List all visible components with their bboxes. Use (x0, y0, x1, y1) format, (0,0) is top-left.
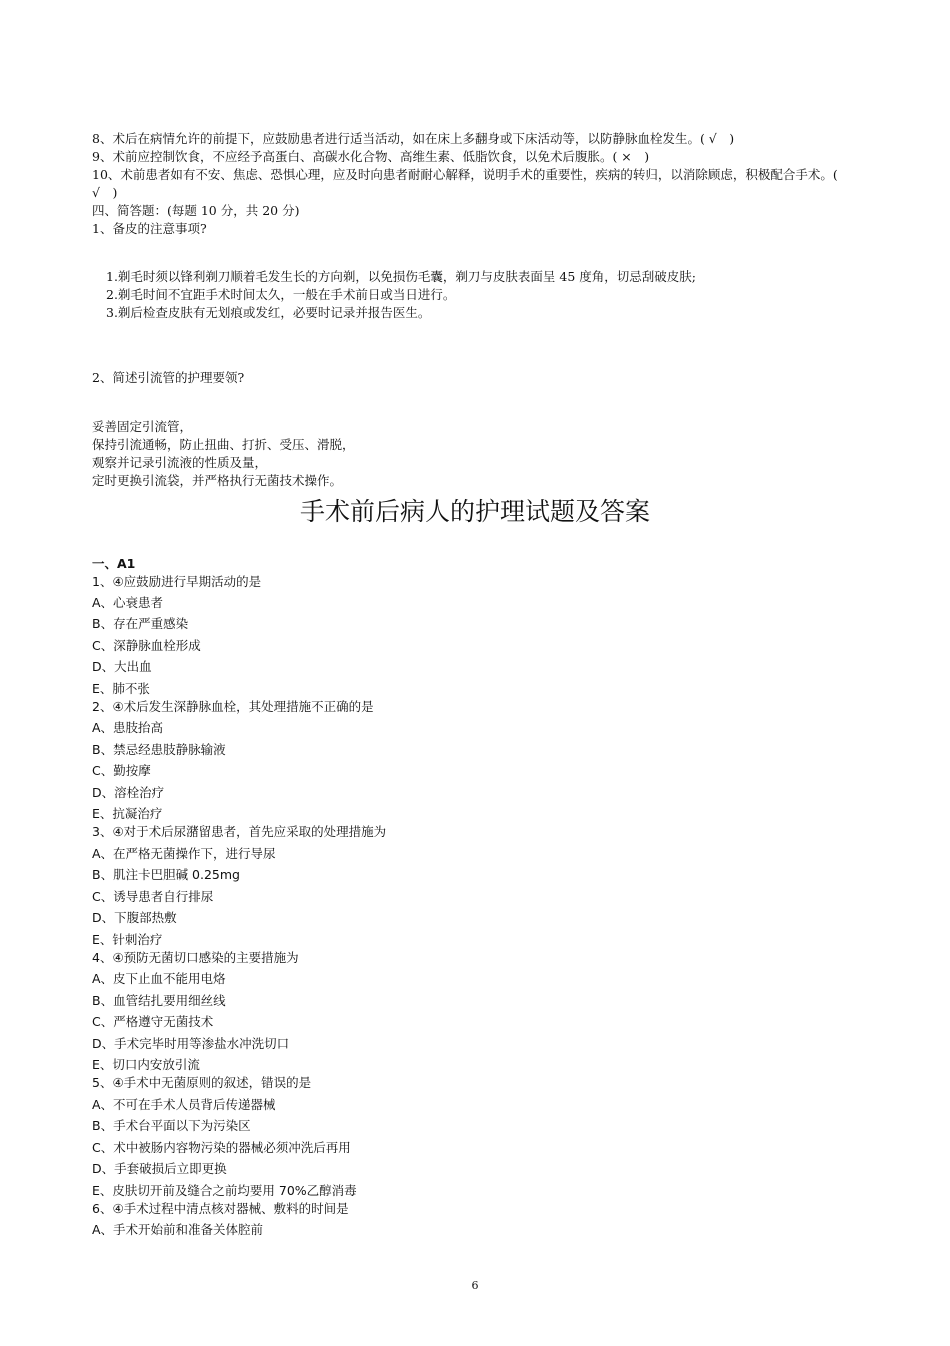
judgement-item-8: 8、术后在病情允许的前提下，应鼓励患者进行适当活动，如在床上多翻身或下床活动等，以防静脉血栓发生。( √ ) (92, 131, 735, 146)
part-heading: 一、A1 (92, 556, 136, 571)
answer-2-line: 妥善固定引流管， (92, 419, 193, 434)
mcq-option: C、术中被肠内容物污染的器械必须冲洗后再用 (92, 1140, 351, 1155)
mcq-option: C、诱导患者自行排尿 (92, 889, 214, 904)
mcq-option: B、禁忌经患肢静脉输液 (92, 742, 226, 757)
page-number: 6 (471, 1279, 479, 1292)
mcq-option: B、手术台平面以下为污染区 (92, 1118, 251, 1133)
mcq-option: E、抗凝治疗 (92, 806, 163, 821)
mcq-option: B、血管结扎要用细丝线 (92, 993, 226, 1008)
judgement-item-9: 9、术前应控制饮食，不应经予高蛋白、高碳水化合物、高维生素、低脂饮食，以免术后腹胀。( × ) (92, 149, 650, 164)
mcq-option: A、在严格无菌操作下，进行导尿 (92, 846, 276, 861)
mcq-option: A、患肢抬高 (92, 720, 164, 735)
mcq-option: D、溶栓治疗 (92, 785, 165, 800)
mcq-option: E、皮肤切开前及缝合之前均要用 70%乙醇消毒 (92, 1183, 357, 1198)
mcq-option: C、深静脉血栓形成 (92, 638, 201, 653)
mcq-option: A、皮下止血不能用电烙 (92, 971, 226, 986)
judgement-item-10: 10、术前患者如有不安、焦虑、恐惧心理，应及时向患者耐耐心解释，说明手术的重要性，疾病的转归，以消除顾虑，积极配合手术。( √ ) (92, 167, 838, 200)
mcq-stem: 3、④对于术后尿潴留患者，首先应采取的处理措施为 (92, 824, 387, 839)
mcq-option: D、下腹部热敷 (92, 910, 177, 925)
mcq-option: A、心衰患者 (92, 595, 164, 610)
document-title: 手术前后病人的护理试题及答案 (299, 497, 650, 526)
mcq-option: A、手术开始前和准备关体腔前 (92, 1222, 264, 1237)
mcq-stem: 6、④手术过程中清点核对器械、敷料的时间是 (92, 1201, 349, 1216)
mcq-stem: 1、④应鼓励进行早期活动的是 (92, 574, 262, 589)
answer-2-line: 观察并记录引流液的性质及量， (92, 455, 268, 470)
answer-1-line: 3.剃后检查皮肤有无划痕或发红，必要时记录并报告医生。 (106, 305, 431, 320)
mcq-option: E、针刺治疗 (92, 932, 163, 947)
answer-2-line: 保持引流通畅，防止扭曲、打折、受压、滑脱， (92, 437, 355, 452)
answer-1-line: 1.剃毛时须以锋利剃刀顺着毛发生长的方向剃，以免损伤毛囊，剃刀与皮肤表面呈 45 度角，切忌刮破皮肤; (106, 269, 696, 284)
mcq-option: D、手术完毕时用等渗盐水冲洗切口 (92, 1036, 290, 1051)
mcq-stem: 2、④术后发生深静脉血栓，其处理措施不正确的是 (92, 699, 374, 714)
mcq-option: E、肺不张 (92, 681, 150, 696)
mcq-option: C、严格遵守无菌技术 (92, 1014, 214, 1029)
short-answer-question-2: 2、简述引流管的护理要领? (92, 370, 245, 385)
short-answer-question-1: 1、备皮的注意事项? (92, 221, 207, 236)
mcq-option: D、手套破损后立即更换 (92, 1161, 227, 1176)
mcq-option: B、存在严重感染 (92, 616, 189, 631)
answer-2-line: 定时更换引流袋，并严格执行无菌技术操作。 (92, 473, 343, 488)
mcq-stem: 5、④手术中无菌原则的叙述，错误的是 (92, 1075, 312, 1090)
mcq-option: E、切口内安放引流 (92, 1057, 200, 1072)
section-heading-short-answer: 四、简答题：(每题 10 分，共 20 分) (92, 203, 300, 218)
mcq-option: B、肌注卡巴胆碱 0.25mg (92, 867, 240, 882)
mcq-option: C、勤按摩 (92, 763, 151, 778)
answer-1-line: 2.剃毛时间不宜距手术时间太久，一般在手术前日或当日进行。 (106, 287, 456, 302)
mcq-option: D、大出血 (92, 659, 152, 674)
mcq-stem: 4、④预防无菌切口感染的主要措施为 (92, 950, 299, 965)
mcq-option: A、不可在手术人员背后传递器械 (92, 1097, 276, 1112)
